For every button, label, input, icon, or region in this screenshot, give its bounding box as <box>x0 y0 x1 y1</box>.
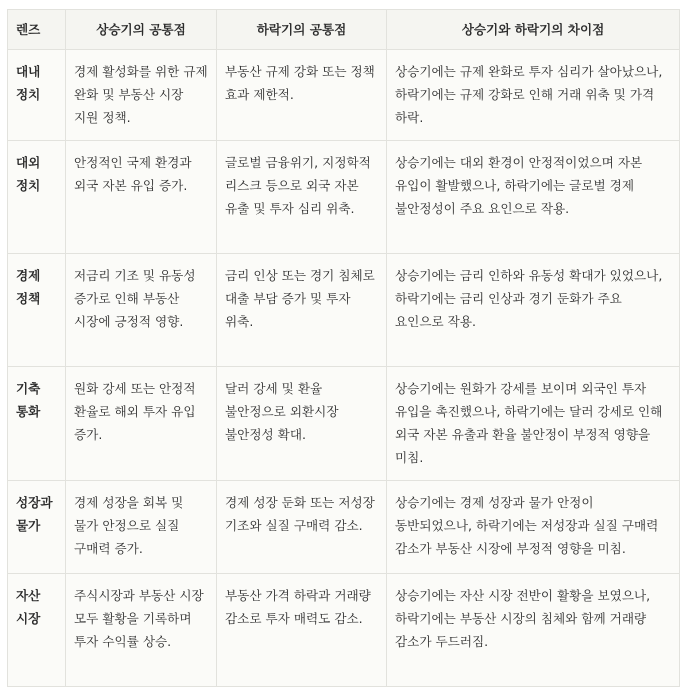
lens-cell <box>8 574 66 687</box>
table-header <box>8 10 680 50</box>
difference-cell: 상승기에는 대외 환경이 안정적이었으며 자본 유입이 활발했으나, 하락기에는 글로벌 경제 불안정성이 주요 요인으로 작용. <box>387 141 680 254</box>
rise-common-cell: 경제 성장을 회복 및 물가 안정으로 실질 구매력 증가. <box>66 481 217 574</box>
rise-common-cell: 저금리 기조 및 유동성 증가로 인해 부동산 시장에 긍정적 영향. <box>66 254 217 367</box>
table-body <box>8 50 680 687</box>
lens-cell <box>8 50 66 141</box>
header-fall-common: 하락기의 공통점 <box>217 10 387 50</box>
lens-line-1: 기축 <box>16 381 41 396</box>
lens-line-1: 대내 <box>16 64 41 79</box>
rise-common-cell: 원화 강세 또는 안정적 환율로 해외 투자 유입 증가. <box>66 367 217 481</box>
difference-cell: 상승기에는 금리 인하와 유동성 확대가 있었으나, 하락기에는 금리 인상과 경기 둔화가 주요 요인으로 작용. <box>387 254 680 367</box>
table-row <box>8 367 680 481</box>
lens-line-2: 정치 <box>16 87 41 102</box>
fall-common-cell: 금리 인상 또는 경기 침체로 대출 부담 증가 및 투자 위축. <box>217 254 387 367</box>
fall-common-cell: 달러 강세 및 환율 불안정으로 외환시장 불안정성 확대. <box>217 367 387 481</box>
header-lens: 렌즈 <box>8 10 66 50</box>
rise-common-cell: 경제 활성화를 위한 규제 완화 및 부동산 시장 지원 정책. <box>66 50 217 141</box>
lens-line-1: 자산 <box>16 588 41 603</box>
table-row <box>8 50 680 141</box>
lens-cell <box>8 254 66 367</box>
fall-common-cell: 경제 성장 둔화 또는 저성장 기조와 실질 구매력 감소. <box>217 481 387 574</box>
table-row <box>8 574 680 687</box>
table-row <box>8 141 680 254</box>
lens-line-2: 정책 <box>16 291 41 306</box>
comparison-table <box>7 9 680 687</box>
rise-common-cell: 주식시장과 부동산 시장 모두 활황을 기록하며 투자 수익률 상승. <box>66 574 217 687</box>
lens-line-2: 통화 <box>16 404 41 419</box>
table-row <box>8 481 680 574</box>
difference-cell: 상승기에는 자산 시장 전반이 활황을 보였으나, 하락기에는 부동산 시장의 침체와 함께 거래량 감소가 두드러짐. <box>387 574 680 687</box>
comparison-table-container <box>7 9 680 687</box>
lens-line-1: 대외 <box>16 155 41 170</box>
difference-cell: 상승기에는 규제 완화로 투자 심리가 살아났으나, 하락기에는 규제 강화로 인해 거래 위축 및 가격 하락. <box>387 50 680 141</box>
header-rise-common: 상승기의 공통점 <box>66 10 217 50</box>
difference-cell: 상승기에는 경제 성장과 물가 안정이 동반되었으나, 하락기에는 저성장과 실질 구매력 감소가 부동산 시장에 부정적 영향을 미침. <box>387 481 680 574</box>
lens-cell <box>8 481 66 574</box>
header-row <box>8 10 680 50</box>
lens-line-2: 정치 <box>16 178 41 193</box>
lens-cell <box>8 141 66 254</box>
lens-line-2: 시장 <box>16 611 41 626</box>
fall-common-cell: 글로벌 금융위기, 지정학적 리스크 등으로 외국 자본 유출 및 투자 심리 위축. <box>217 141 387 254</box>
fall-common-cell: 부동산 규제 강화 또는 정책 효과 제한적. <box>217 50 387 141</box>
header-difference: 상승기와 하락기의 차이점 <box>387 10 680 50</box>
lens-line-1: 성장과 <box>16 495 53 510</box>
lens-line-1: 경제 <box>16 268 41 283</box>
table-row <box>8 254 680 367</box>
difference-cell: 상승기에는 원화가 강세를 보이며 외국인 투자 유입을 촉진했으나, 하락기에는 달러 강세로 인해 외국 자본 유출과 환율 불안정이 부정적 영향을 미침. <box>387 367 680 481</box>
lens-cell <box>8 367 66 481</box>
rise-common-cell: 안정적인 국제 환경과 외국 자본 유입 증가. <box>66 141 217 254</box>
fall-common-cell: 부동산 가격 하락과 거래량 감소로 투자 매력도 감소. <box>217 574 387 687</box>
lens-line-2: 물가 <box>16 518 41 533</box>
